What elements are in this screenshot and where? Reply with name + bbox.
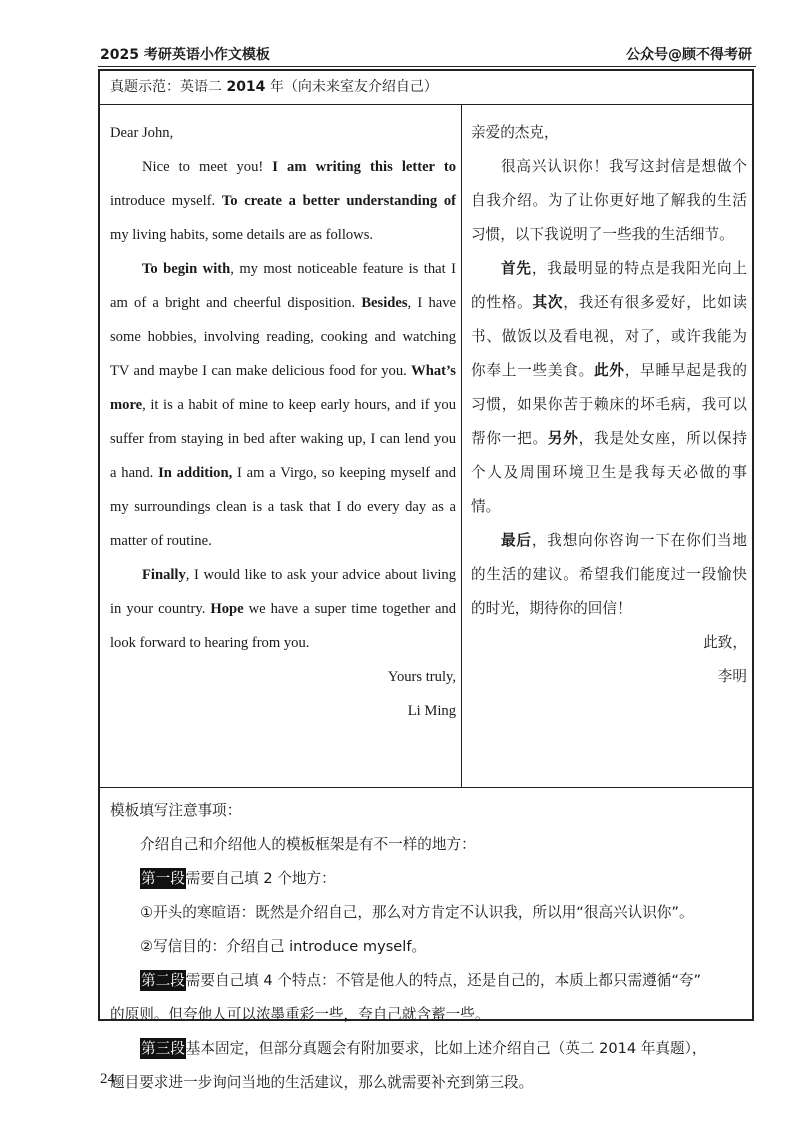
bold-phrase: To create a better understanding of bbox=[221, 193, 456, 209]
text-run: ，我还有很多爱好，比如读书、做饭以及看电视，对了，或许我能为你奉上一些美食。 bbox=[471, 294, 747, 379]
text-run: , my most noticeable feature is that I am of a bright and cheerful disposition. bbox=[110, 261, 456, 311]
page-header-left: 2025 考研英语小作文模板 bbox=[100, 47, 270, 63]
chinese-letter bbox=[471, 116, 747, 694]
page-header-right: 公众号@顾不得考研 bbox=[626, 47, 752, 63]
seg3-tag: 第三段 bbox=[141, 1040, 185, 1057]
section-title bbox=[100, 71, 752, 105]
text-run: 很高兴认识你！我写这封信是想做个自我介绍。为了让你更好地了解我的生活习惯，以下我说明了一些我的生活细节。 bbox=[471, 158, 747, 243]
text-run: my living habits, some details are as follows. bbox=[110, 227, 374, 243]
notes-seg1 bbox=[140, 867, 740, 888]
zh-paragraph-3 bbox=[471, 524, 747, 626]
text-run: we have a super time together and look forward to hearing from you. bbox=[110, 601, 457, 651]
bold-phrase: Besides bbox=[361, 295, 408, 311]
notes-seg3-cont: 题目要求进一步询问当地的生活建议，那么就需要补充到第三段。 bbox=[110, 1074, 534, 1091]
title-suffix: 年（向未来室友介绍自己） bbox=[265, 79, 438, 95]
bold-phrase: Hope bbox=[210, 601, 244, 617]
title-year: 2014 bbox=[226, 79, 266, 95]
bold-phrase: 另外 bbox=[547, 430, 579, 447]
notes-item-2: ②写信目的：介绍自己 introduce myself。 bbox=[140, 938, 427, 955]
bold-phrase: 此外 bbox=[594, 362, 625, 379]
en-closing: Yours truly, bbox=[387, 669, 456, 685]
bold-phrase: I am writing this letter to bbox=[272, 159, 456, 175]
seg1-tag: 第一段 bbox=[141, 870, 185, 887]
text-run: ，我想向你咨询一下在你们当地的生活的建议。希望我们能度过一段愉快的时光，期待你的回信！ bbox=[471, 532, 747, 617]
bold-phrase: 首先 bbox=[501, 260, 532, 277]
text-run: ，我是处女座，所以保持个人及周围环境卫生是我每天必做的事情。 bbox=[471, 430, 747, 515]
english-letter bbox=[110, 116, 456, 728]
page-number: 24 bbox=[100, 1071, 115, 1087]
zh-signature: 李明 bbox=[717, 668, 747, 685]
en-signature: Li Ming bbox=[407, 703, 456, 719]
notes-seg2-cont: 的原则。但夸他人可以浓墨重彩一些，夸自己就含蓄一些。 bbox=[110, 1006, 490, 1023]
notes-intro: 介绍自己和介绍他人的模板框架是有不一样的地方： bbox=[140, 836, 476, 853]
header-rule bbox=[98, 66, 756, 67]
column-divider bbox=[461, 104, 462, 787]
bold-phrase: Finally bbox=[142, 567, 186, 583]
zh-greeting: 亲爱的杰克， bbox=[471, 124, 559, 141]
text-run: , I would like to ask your advice about living in your country. bbox=[110, 567, 456, 617]
zh-paragraph-1 bbox=[471, 150, 747, 252]
bold-phrase: To begin with bbox=[142, 261, 231, 277]
text-run: , it is a habit of mine to keep early hours, and if you suffer from staying in bed after waking up, I can lend you a hand. bbox=[110, 397, 456, 481]
bold-phrase: What’s more bbox=[110, 363, 456, 413]
en-greeting: Dear John, bbox=[110, 125, 174, 141]
text-run: ，早睡早起是我的习惯，如果你苦于赖床的坏毛病，我可以帮你一把。 bbox=[471, 362, 747, 447]
text-run: , I have some hobbies, involving reading, cooking and watching TV and maybe I can make delicious food for you. bbox=[110, 295, 456, 379]
text-run: Nice to meet you! bbox=[142, 159, 273, 175]
text-run: I am a Virgo, so keeping myself and my surroundings clean is a task that I do every day as a matter of routine. bbox=[110, 465, 456, 549]
notes-item-1: ①开头的寒暄语：既然是介绍自己，那么对方肯定不认识我，所以用“很高兴认识你”。 bbox=[140, 904, 694, 921]
seg2-text: 需要自己填 4 个特点：不管是他人的特点，还是自己的，本质上都只需遵循“夸” bbox=[185, 972, 702, 989]
text-run: introduce myself. bbox=[110, 193, 222, 209]
notes-seg3 bbox=[140, 1037, 740, 1058]
bold-phrase: 其次 bbox=[532, 294, 564, 311]
notes-heading: 模板填写注意事项： bbox=[110, 802, 242, 819]
seg2-tag: 第二段 bbox=[141, 972, 185, 989]
en-paragraph-1 bbox=[110, 150, 456, 252]
en-paragraph-3 bbox=[110, 558, 456, 660]
zh-paragraph-2 bbox=[471, 252, 747, 524]
title-prefix: 真题示范：英语二 bbox=[110, 79, 227, 95]
seg1-text: 需要自己填 2 个地方： bbox=[185, 870, 336, 887]
en-paragraph-2 bbox=[110, 252, 456, 558]
bold-phrase: In addition, bbox=[158, 465, 233, 481]
bold-phrase: 最后 bbox=[501, 532, 532, 549]
seg3-text: 基本固定，但部分真题会有附加要求，比如上述介绍自己（英二 2014 年真题）， bbox=[185, 1040, 707, 1057]
text-run: ，我最明显的特点是我阳光向上的性格。 bbox=[471, 260, 747, 311]
zh-closing: 此致， bbox=[703, 634, 747, 651]
notes-seg2 bbox=[140, 969, 740, 990]
letter-table bbox=[100, 104, 752, 788]
